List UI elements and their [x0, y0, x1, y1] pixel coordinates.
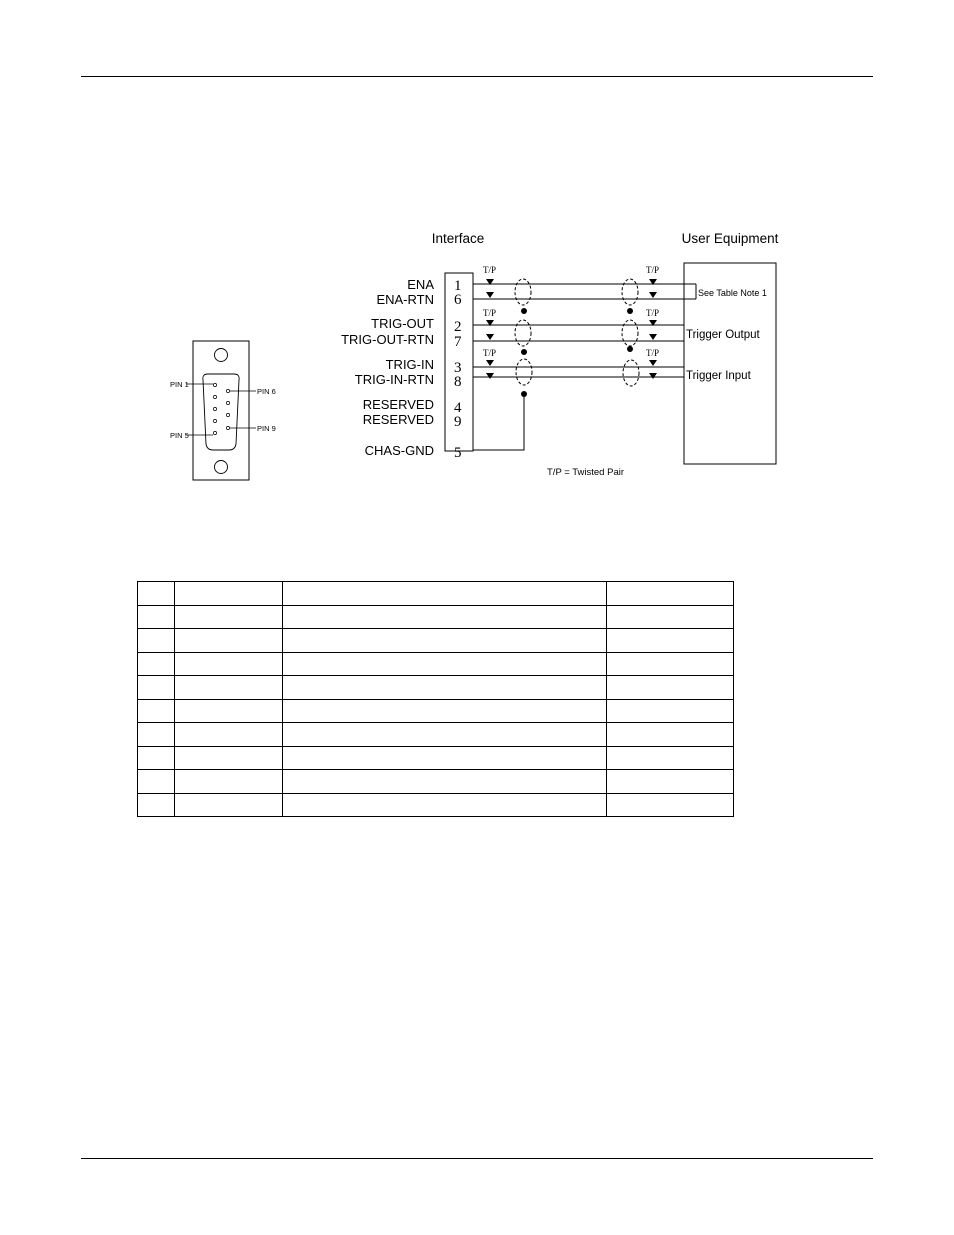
tp-legend: T/P = Twisted Pair: [547, 467, 625, 478]
pin-number-9: 9: [454, 414, 462, 430]
signal-trig-out-rtn: TRIG-OUT-RTN: [341, 332, 434, 347]
table-cell: [138, 605, 175, 629]
pin-assignment-table: [137, 581, 734, 817]
table-cell: [607, 746, 734, 770]
tp-label-right-2: T/P: [646, 308, 660, 318]
pin9-label: PIN 9: [257, 424, 276, 433]
table-cell: [607, 582, 734, 606]
table-cell: [607, 699, 734, 723]
signal-ena: ENA: [407, 277, 434, 292]
pin1-label: PIN 1: [170, 380, 189, 389]
table-cell: [138, 699, 175, 723]
table-cell: [607, 629, 734, 653]
table-cell: [138, 746, 175, 770]
tp-label-left-3: T/P: [483, 348, 497, 358]
table-cell: [283, 699, 607, 723]
shield-right-3: [623, 360, 639, 386]
table-cell: [607, 770, 734, 794]
table-cell: [283, 605, 607, 629]
table-cell: [175, 793, 283, 817]
table-cell: [607, 605, 734, 629]
dsub-connector: [170, 341, 276, 480]
table-row: [138, 629, 734, 653]
shield-left-1: [515, 279, 531, 305]
drain-dot-right-1: [627, 308, 633, 314]
table-cell: [175, 582, 283, 606]
table-cell: [175, 629, 283, 653]
table-row: [138, 699, 734, 723]
pin-number-5: 5: [454, 445, 462, 461]
table-row: [138, 582, 734, 606]
table-cell: [607, 652, 734, 676]
table-cell: [175, 605, 283, 629]
table-row: [138, 723, 734, 747]
table-cell: [283, 676, 607, 700]
pin-number-2: 2: [454, 319, 462, 335]
table-cell: [607, 676, 734, 700]
pin-dot-9: [226, 426, 229, 429]
pin-dot-6: [226, 389, 229, 392]
pin-number-1: 1: [454, 278, 462, 294]
drain-dot-left-2: [521, 349, 527, 355]
table-cell: [175, 746, 283, 770]
table-cell: [175, 723, 283, 747]
wire-chas-gnd: [473, 394, 524, 450]
pin-dot-1: [213, 383, 216, 386]
arrow-l-1b: [486, 292, 494, 298]
arrow-l-3a: [486, 360, 494, 366]
trigger-input-label: Trigger Input: [686, 370, 751, 382]
arrow-l-2b: [486, 334, 494, 340]
tp-label-left-2: T/P: [483, 308, 497, 318]
pin-dot-8: [226, 413, 229, 416]
signal-trig-in: TRIG-IN: [385, 357, 434, 372]
mount-hole-top: [215, 349, 228, 362]
mount-hole-bottom: [215, 461, 228, 474]
dsub-shell: [203, 374, 239, 450]
pin-number-6: 6: [454, 292, 462, 308]
table-cell: [138, 582, 175, 606]
table-cell: [283, 793, 607, 817]
table-cell: [138, 770, 175, 794]
table-row: [138, 770, 734, 794]
signal-trig-in-rtn: TRIG-IN-RTN: [354, 372, 434, 387]
arrow-r-1b: [649, 292, 657, 298]
shield-left-3: [516, 359, 532, 385]
signal-chas-gnd: CHAS-GND: [364, 443, 434, 458]
table-cell: [138, 629, 175, 653]
drain-dot-left-1: [521, 308, 527, 314]
wiring-diagram: [0, 0, 954, 540]
pin-number-8: 8: [454, 374, 462, 390]
table-row: [138, 676, 734, 700]
table-cell: [283, 746, 607, 770]
pin-number-7: 7: [454, 334, 462, 350]
table-cell: [138, 793, 175, 817]
shield-right-1: [622, 279, 638, 305]
footer-rule: [81, 1158, 873, 1159]
pin-number-3: 3: [454, 360, 462, 376]
signal-ena-rtn: ENA-RTN: [376, 292, 434, 307]
tp-label-right-1: T/P: [646, 265, 660, 275]
table-row: [138, 746, 734, 770]
table-cell: [175, 652, 283, 676]
arrow-r-3b: [649, 373, 657, 379]
user-equipment-title: User Equipment: [681, 231, 779, 246]
table-cell: [138, 652, 175, 676]
signal-reserved-4: RESERVED: [362, 397, 434, 412]
table-cell: [175, 699, 283, 723]
pin-dot-5: [213, 431, 216, 434]
pin6-label: PIN 6: [257, 387, 276, 396]
signal-trig-out: TRIG-OUT: [371, 316, 434, 331]
pin5-label: PIN 5: [170, 431, 189, 440]
table-row: [138, 605, 734, 629]
drain-dot-left-3: [521, 391, 527, 397]
arrow-r-3a: [649, 360, 657, 366]
table-cell: [175, 770, 283, 794]
tp-label-right-3: T/P: [646, 348, 660, 358]
table-cell: [607, 793, 734, 817]
table-row: [138, 652, 734, 676]
interface-title: Interface: [431, 231, 485, 246]
table-cell: [283, 582, 607, 606]
table-cell: [283, 652, 607, 676]
pin-number-4: 4: [454, 400, 462, 416]
table-cell: [283, 723, 607, 747]
arrow-l-3b: [486, 373, 494, 379]
table-cell: [607, 723, 734, 747]
trigger-output-label: Trigger Output: [686, 329, 760, 341]
drain-dot-right-2: [627, 346, 633, 352]
table-cell: [283, 770, 607, 794]
tp-label-left-1: T/P: [483, 265, 497, 275]
pin-dot-7: [226, 401, 229, 404]
table-cell: [138, 676, 175, 700]
pin-dot-3: [213, 407, 216, 410]
pin-dot-2: [213, 395, 216, 398]
table-cell: [283, 629, 607, 653]
arrow-r-2b: [649, 334, 657, 340]
shield-right-2: [622, 320, 638, 346]
table-cell: [175, 676, 283, 700]
pin-dot-4: [213, 419, 216, 422]
shield-left-2: [515, 320, 531, 346]
table-row: [138, 793, 734, 817]
signal-reserved-9: RESERVED: [362, 412, 434, 427]
table-cell: [138, 723, 175, 747]
see-table-note: See Table Note 1: [698, 288, 767, 298]
